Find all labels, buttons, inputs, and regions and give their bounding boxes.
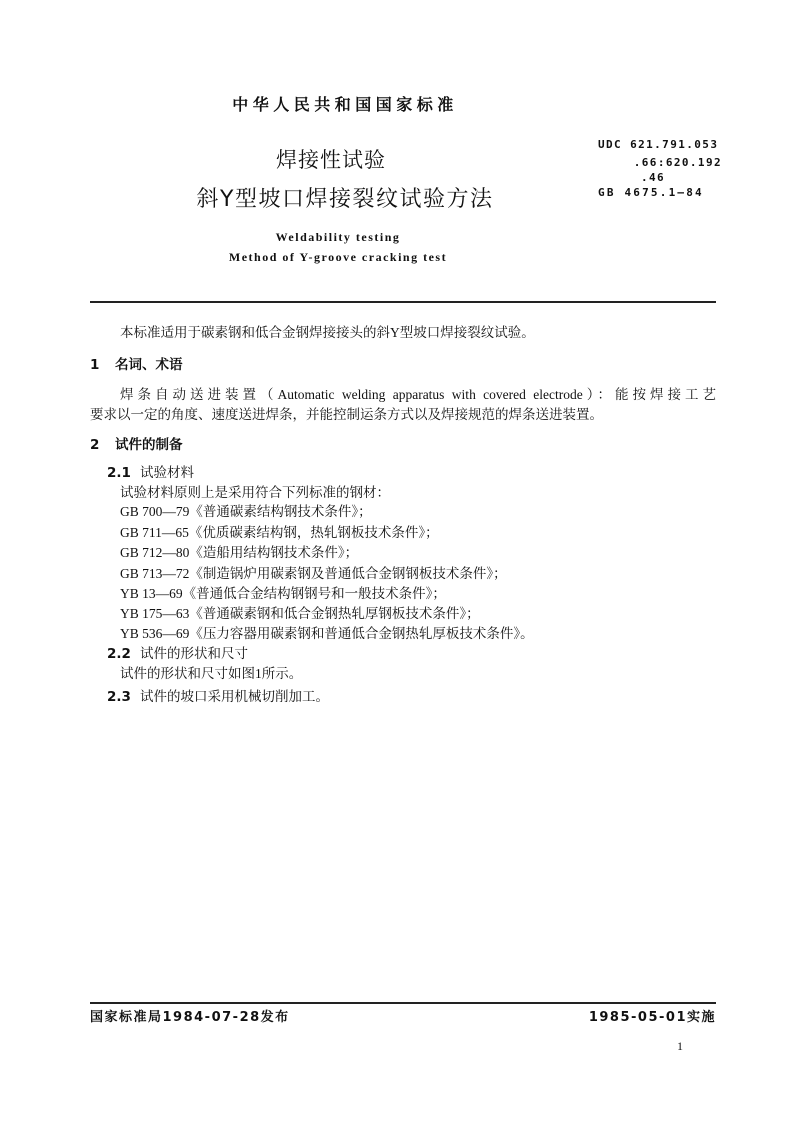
section2-number: 2 bbox=[90, 437, 100, 453]
standard-list-item: YB 175—63《普通碳素钢和低合金钢热轧厚钢板技术条件》； bbox=[120, 606, 480, 621]
section1-paragraph-line1: 焊条自动送进装置（Automatic welding apparatus with covered electrode）：能按焊接工艺 bbox=[120, 387, 716, 402]
footer-divider bbox=[90, 1002, 716, 1004]
standard-list-item: YB 13—69《普通低合金结构钢钢号和一般技术条件》； bbox=[120, 586, 446, 601]
section1-paragraph-line2: 要求以一定的角度、速度送进焊条，并能控制运条方式以及焊接规范的焊条送进装置。 bbox=[90, 407, 603, 422]
standard-list-item: GB 712—80《造船用结构钢技术条件》； bbox=[120, 545, 359, 560]
subsection-2-1-number: 2.1 bbox=[107, 465, 131, 481]
title-line1: 焊接性试验 bbox=[276, 148, 386, 172]
header-divider bbox=[90, 301, 716, 303]
gb-standard-number: GB 4675.1—84 bbox=[598, 186, 704, 199]
subsection-2-3-title: 试件的坡口采用机械切削加工。 bbox=[140, 689, 329, 704]
materials-lead: 试验材料原则上是采用符合下列标准的钢材： bbox=[120, 485, 390, 500]
subsection-2-1-title: 试验材料 bbox=[140, 465, 194, 480]
national-standard-header: 中华人民共和国国家标准 bbox=[232, 95, 458, 114]
section2-title: 试件的制备 bbox=[115, 437, 183, 453]
subsection-2-3-number: 2.3 bbox=[107, 689, 131, 705]
udc-code-line2: .66:620.192 bbox=[633, 156, 722, 169]
udc-code-line1: UDC 621.791.053 bbox=[598, 138, 719, 151]
standard-list-item: YB 536—69《压力容器用碳素钢和普通低合金钢热轧厚板技术条件》。 bbox=[120, 626, 534, 641]
title-line2: 斜Y型坡口焊接裂纹试验方法 bbox=[196, 187, 494, 212]
effective-date: 1985-05-01实施 bbox=[588, 1010, 716, 1025]
standard-list-item: GB 711—65《优质碳素结构钢，热轧钢板技术条件》； bbox=[120, 525, 439, 540]
subsection-2-2-title: 试件的形状和尺寸 bbox=[140, 646, 248, 661]
subsection-2-2-number: 2.2 bbox=[107, 646, 131, 662]
section1-title: 名词、术语 bbox=[115, 357, 183, 373]
page-number: 1 bbox=[677, 1039, 683, 1053]
section1-number: 1 bbox=[90, 357, 100, 373]
udc-code-line3: .46 bbox=[641, 171, 666, 184]
issue-date: 国家标准局1984-07-28发布 bbox=[90, 1010, 290, 1025]
standard-list-item: GB 700—79《普通碳素结构钢技术条件》； bbox=[120, 504, 372, 519]
english-title-line1: Weldability testing bbox=[275, 230, 401, 244]
english-title-line2: Method of Y-groove cracking test bbox=[228, 250, 448, 264]
intro-paragraph: 本标准适用于碳素钢和低合金钢焊接接头的斜Y型坡口焊接裂纹试验。 bbox=[120, 325, 535, 340]
subsection-2-2-text: 试件的形状和尺寸如图1所示。 bbox=[120, 666, 303, 681]
standard-list-item: GB 713—72《制造锅炉用碳素钢及普通低合金钢钢板技术条件》； bbox=[120, 566, 507, 581]
